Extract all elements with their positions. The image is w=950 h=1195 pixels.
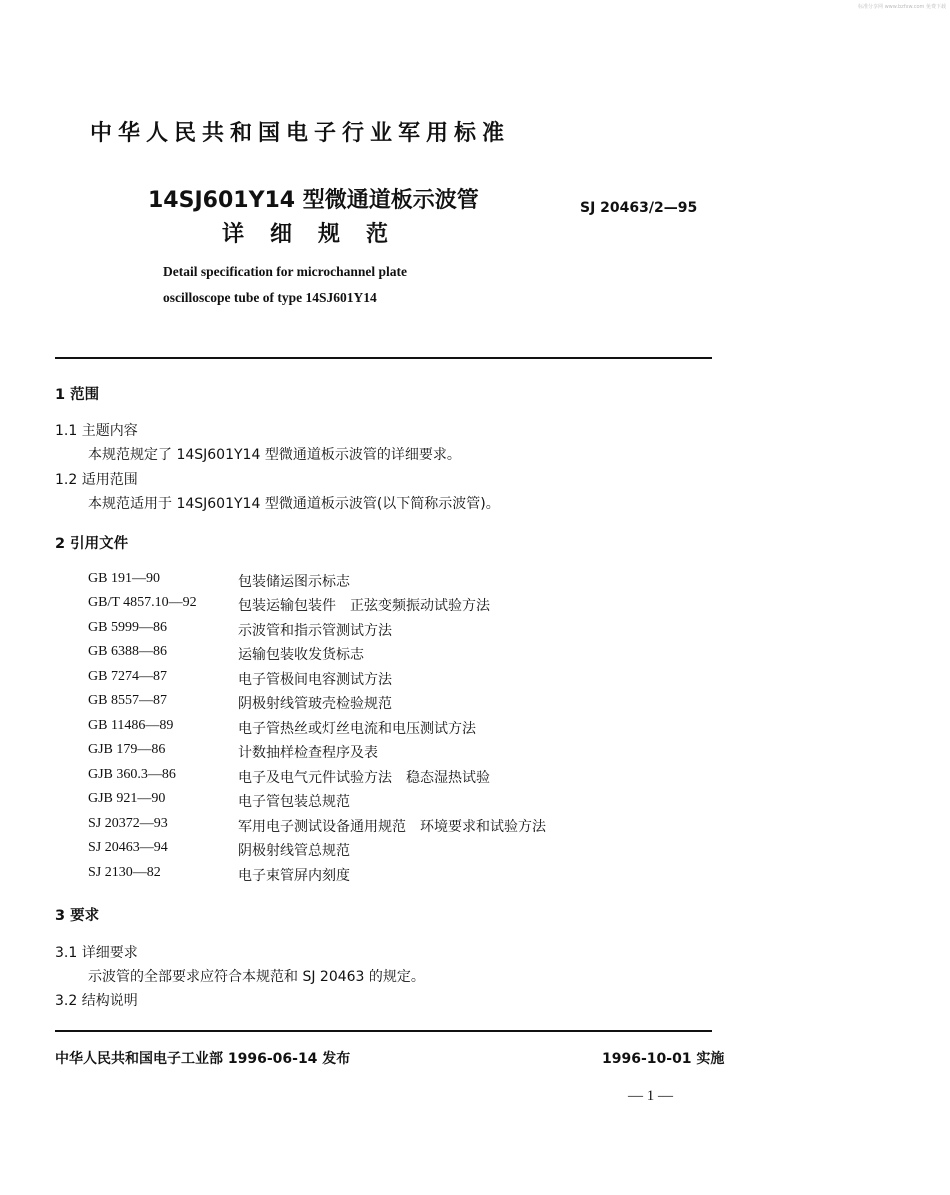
reference-title: 军用电子测试设备通用规范 环境要求和试验方法 [238,819,546,835]
reference-code: GJB 179—86 [88,742,166,757]
reference-code: GB 11486—89 [88,718,174,733]
reference-code: GB 8557—87 [88,693,167,708]
reference-code: SJ 20372—93 [88,816,168,831]
issue-date: 中华人民共和国电子工业部 1996-06-14 发布 [55,1051,351,1067]
doc-title-zh-line1: 14SJ601Y14 型微通道板示波管 [148,188,479,213]
section-3-heading: 3 要求 [55,908,100,924]
section-1-1-text: 本规范规定了 14SJ601Y14 型微通道板示波管的详细要求。 [88,447,461,463]
header-divider [55,357,712,359]
doc-title-zh-line2: 详细规范 [222,222,415,247]
reference-title: 电子管热丝或灯丝电流和电压测试方法 [238,721,476,737]
watermark: 标准分享网 www.bzfxw.com 免费下载 [858,4,946,10]
reference-title: 电子束管屏内刻度 [238,868,350,884]
reference-title: 包装储运图示标志 [238,574,350,590]
section-1-2-heading: 1.2 适用范围 [55,472,138,488]
reference-code: GB/T 4857.10—92 [88,595,197,610]
reference-title: 电子管包装总规范 [238,794,350,810]
section-1-heading: 1 范围 [55,387,100,403]
section-1-1-heading: 1.1 主题内容 [55,423,138,439]
section-1-2-text: 本规范适用于 14SJ601Y14 型微通道板示波管(以下简称示波管)。 [88,496,500,512]
reference-title: 电子管极间电容测试方法 [238,672,392,688]
reference-code: GB 191—90 [88,571,160,586]
reference-title: 运输包装收发货标志 [238,647,364,663]
reference-code: GB 7274—87 [88,669,167,684]
reference-title: 阴极射线管总规范 [238,843,350,859]
reference-title: 示波管和指示管测试方法 [238,623,392,639]
reference-code: SJ 20463—94 [88,840,168,855]
section-2-heading: 2 引用文件 [55,536,129,552]
reference-code: GB 5999—86 [88,620,167,635]
reference-code: GJB 921—90 [88,791,166,806]
reference-title: 阴极射线管玻壳检验规范 [238,696,392,712]
reference-title: 电子及电气元件试验方法 稳态湿热试验 [238,770,490,786]
doc-number: SJ 20463/2—95 [580,200,698,216]
reference-title: 包装运输包装件 正弦变频振动试验方法 [238,598,490,614]
reference-code: SJ 2130—82 [88,865,161,880]
section-3-1-heading: 3.1 详细要求 [55,945,138,961]
reference-code: GB 6388—86 [88,644,167,659]
page-number: — 1 — [628,1088,673,1104]
reference-code: GJB 360.3—86 [88,767,176,782]
footer-divider [55,1030,712,1032]
standard-org-title: 中华人民共和国电子行业军用标准 [90,121,511,146]
reference-title: 计数抽样检查程序及表 [238,745,378,761]
doc-title-en-line2: oscilloscope tube of type 14SJ601Y14 [163,290,377,305]
section-3-1-text: 示波管的全部要求应符合本规范和 SJ 20463 的规定。 [88,969,425,985]
section-3-2-heading: 3.2 结构说明 [55,993,138,1009]
doc-title-en-line1: Detail specification for microchannel plate [163,264,407,279]
effective-date: 1996-10-01 实施 [602,1051,725,1067]
